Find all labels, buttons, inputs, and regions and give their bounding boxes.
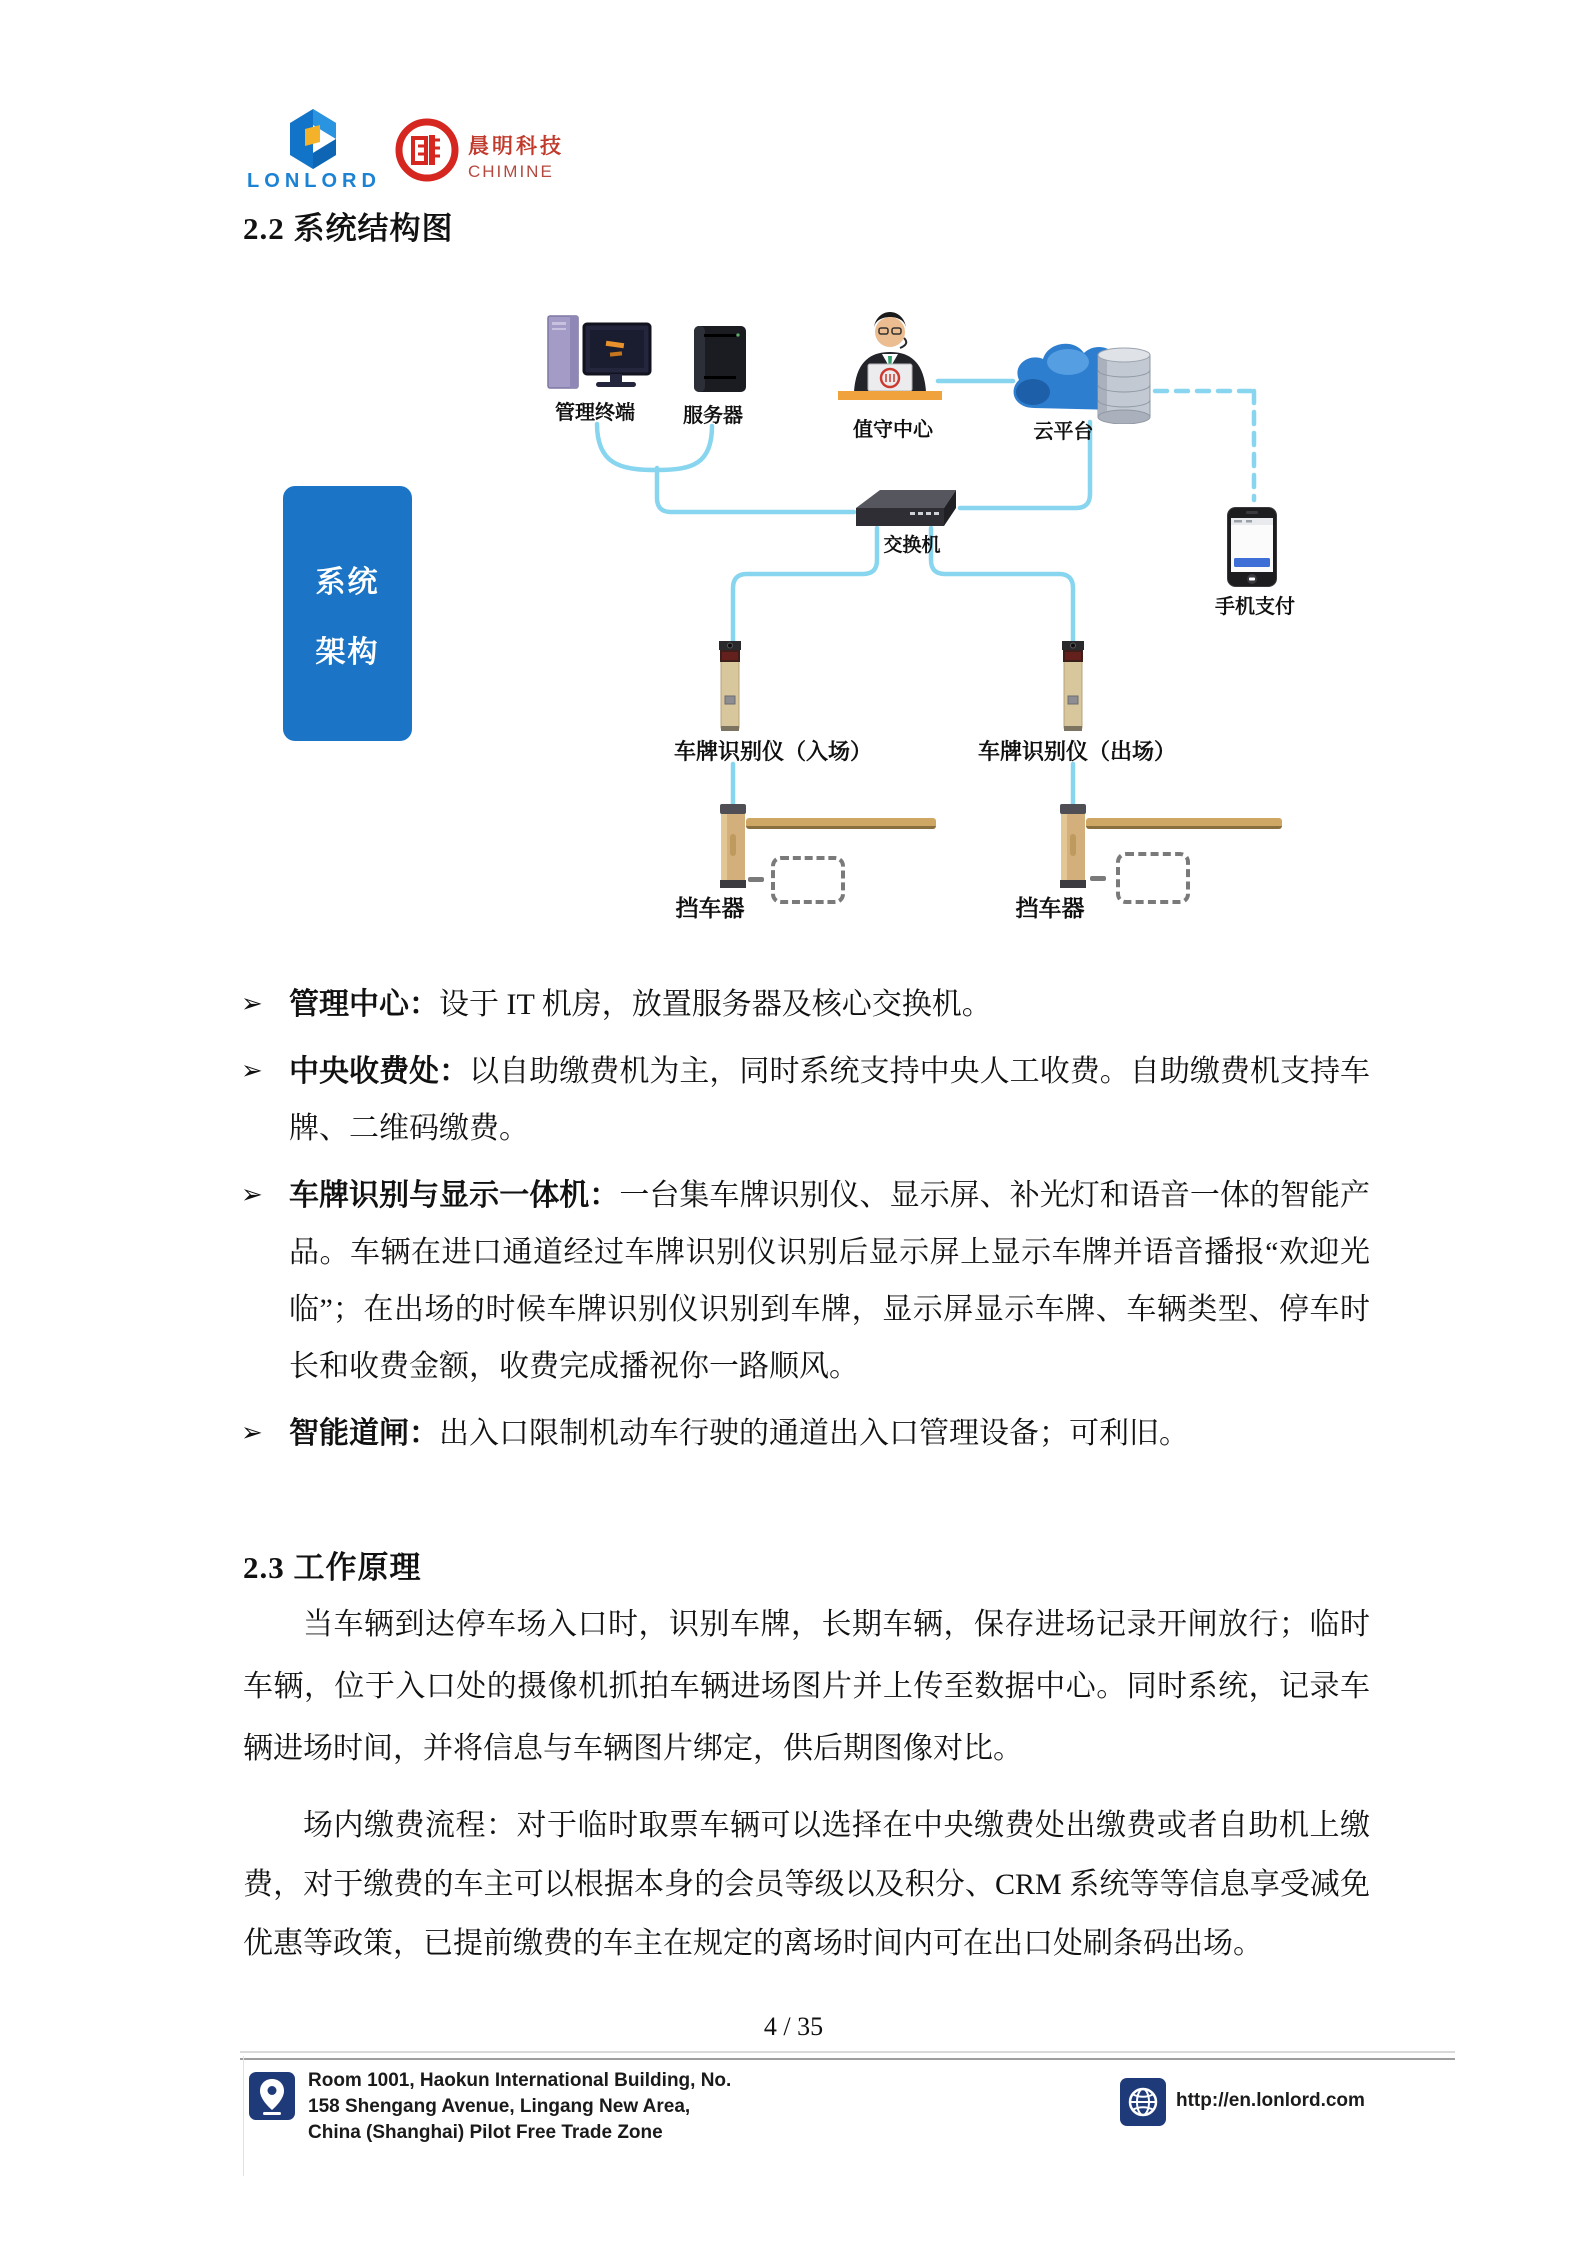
bullet-text: 以自助缴费机为主，同时系统支持中央人工收费。自助缴费机支持车牌、二维码缴费。 — [289, 1055, 1370, 1145]
duty-center-icon — [838, 298, 942, 405]
bullet-management-center — [243, 976, 1370, 1033]
lonlord-logo-icon — [288, 108, 338, 170]
footer-left-edge-line — [243, 2056, 244, 2176]
footer-website-link[interactable]: http://en.lonlord.com — [1176, 2090, 1365, 2111]
switch-icon — [850, 484, 962, 535]
label-cloud-platform: 云平台 — [1033, 421, 1094, 443]
panel-label-line1: 系统 — [315, 565, 380, 599]
barrier-right-loop-zone — [1116, 852, 1190, 904]
address-line-3: China (Shanghai) Pilot Free Trade Zone — [308, 2122, 663, 2143]
footer-address — [308, 2068, 731, 2146]
server-icon — [692, 324, 750, 399]
address-line-2: 158 Shengang Avenue, Lingang New Area, — [308, 2096, 691, 2117]
bullet-arrow-icon: ➢ — [241, 989, 263, 1019]
barrier-right-boom — [1086, 818, 1282, 829]
feature-bullet-list — [243, 976, 1370, 1472]
label-switch: 交换机 — [883, 535, 941, 556]
mobile-payment-icon — [1226, 506, 1278, 593]
barrier-left-loop-zone — [771, 856, 845, 904]
working-principle-text — [243, 1594, 1370, 1973]
location-pin-icon — [249, 2072, 295, 2120]
lpr-exit-icon — [1059, 638, 1087, 740]
system-architecture-panel — [283, 486, 412, 741]
section-2-3-heading: 2.3 工作原理 — [243, 1550, 422, 1585]
page-number: 4 / 35 — [763, 2012, 824, 2041]
bullet-text: 设于 IT 机房，放置服务器及核心交换机。 — [439, 988, 992, 1021]
panel-label-line2: 架构 — [315, 635, 380, 669]
system-diagram — [0, 0, 1587, 960]
management-terminal-icon — [546, 312, 656, 401]
address-line-1: Room 1001, Haokun International Building, No. — [308, 2070, 732, 2091]
label-barrier-left: 挡车器 — [675, 895, 745, 921]
footer-divider — [240, 2051, 1455, 2060]
connector-lines — [0, 0, 1587, 960]
bullet-lpr-display-unit — [243, 1167, 1370, 1395]
paragraph-payment-flow: 场内缴费流程：对于临时取票车辆可以选择在中央缴费处出缴费或者自助机上缴费，对于缴费的车主可以根据本身的会员等级以及积分、CRM 系统等等信息享受减免优惠等政策，已提前缴费的车主在规定的离场时间内可在出口处刷条码出场。 — [243, 1809, 1370, 1960]
bullet-smart-gate — [243, 1405, 1370, 1462]
label-server: 服务器 — [683, 405, 743, 427]
globe-icon — [1120, 2078, 1166, 2126]
bullet-arrow-icon: ➢ — [241, 1180, 263, 1210]
bullet-label: 车牌识别与显示一体机： — [289, 1179, 620, 1212]
bullet-arrow-icon: ➢ — [241, 1418, 263, 1448]
chimine-en-name: CHIMINE — [468, 162, 554, 181]
label-management-terminal: 管理终端 — [555, 402, 635, 424]
barrier-right-loop-stub — [1090, 876, 1106, 881]
bullet-text: 出入口限制机动车行驶的通道出入口管理设备；可利旧。 — [439, 1417, 1189, 1450]
cloud-platform-icon — [1006, 328, 1156, 429]
bullet-text: 一台集车牌识别仪、显示屏、补光灯和语音一体的智能产品。车辆在进口通道经过车牌识别仪识别后显示屏上显示车牌并语音播报“欢迎光临”；在出场的时候车牌识别仪识别到车牌，显示屏显示车牌、车辆类型、停车时长和收费金额，收费完成播祝你一路顺风。 — [289, 1179, 1371, 1383]
bullet-label: 中央收费处： — [289, 1055, 470, 1088]
bullet-central-toll — [243, 1043, 1370, 1157]
barrier-left-icon — [720, 804, 746, 895]
chimine-cn-name: 晨明科技 — [468, 134, 564, 158]
label-barrier-right: 挡车器 — [1015, 895, 1085, 921]
barrier-right-icon — [1060, 804, 1086, 895]
label-lpr-exit: 车牌识别仪（出场） — [977, 739, 1176, 764]
bullet-label: 管理中心： — [289, 988, 439, 1021]
bullet-label: 智能道闸： — [289, 1417, 439, 1450]
label-lpr-entry: 车牌识别仪（入场） — [673, 739, 872, 764]
chimine-seal-icon — [394, 116, 460, 184]
bullet-arrow-icon: ➢ — [241, 1056, 263, 1086]
lonlord-wordmark: LONLORD — [247, 170, 381, 192]
label-duty-center: 值守中心 — [853, 419, 933, 441]
lpr-entry-icon — [716, 638, 744, 740]
chimine-name-block — [468, 130, 564, 182]
barrier-left-loop-stub — [748, 877, 764, 882]
paragraph-entry-flow: 当车辆到达停车场入口时，识别车牌，长期车辆，保存进场记录开闸放行；临时车辆，位于入口处的摄像机抓拍车辆进场图片并上传至数据中心。同时系统，记录车辆进场时间，并将信息与车辆图片绑定，供后期图像对比。 — [243, 1608, 1370, 1765]
label-mobile-payment: 手机支付 — [1215, 596, 1295, 618]
section-2-2-heading: 2.2 系统结构图 — [243, 211, 454, 246]
barrier-left-boom — [746, 818, 936, 829]
